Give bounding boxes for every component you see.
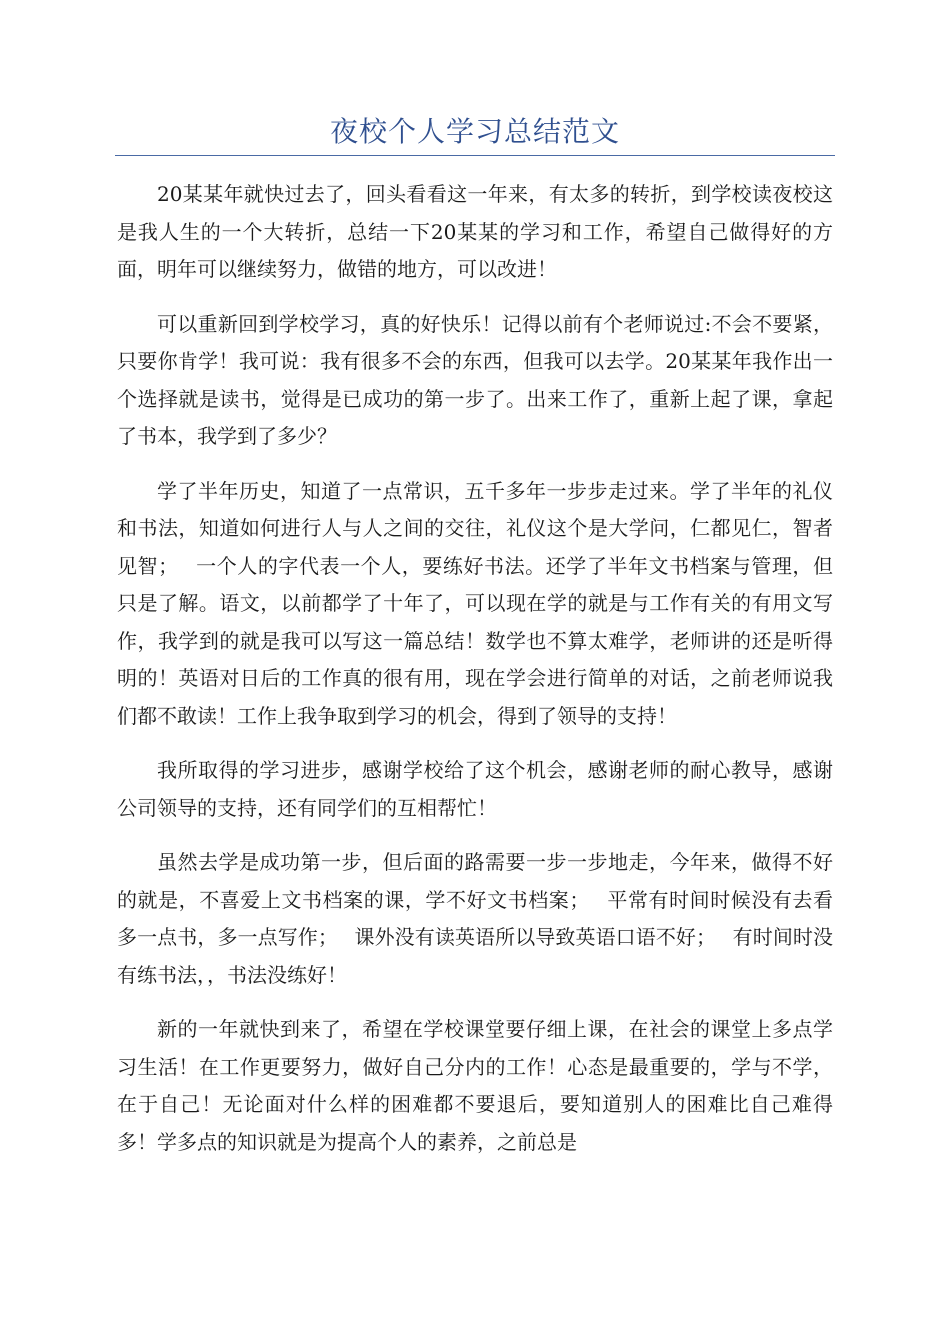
document-title: 夜校个人学习总结范文 <box>329 115 620 148</box>
title-underline <box>115 155 835 156</box>
paragraph-1: 20某某年就快过去了，回头看看这一年来，有太多的转折，到学校读夜校这是我人生的一个大转折，总结一下20某某的学习和工作，希望自己做得好的方面，明年可以继续努力，做错的地方，可以改进！ <box>117 182 833 281</box>
document-body <box>117 176 833 1178</box>
paragraph-4: 我所取得的学习进步，感谢学校给了这个机会，感谢老师的耐心教导，感谢公司领导的支持，还有同学们的互相帮忙！ <box>117 758 833 820</box>
paragraph-6: 新的一年就快到来了，希望在学校课堂要仔细上课，在社会的课堂上多点学习生活！在工作更要努力，做好自己分内的工作！心态是最重要的，学与不学，在于自己！无论面对什么样的困难都不要退后，要知道别人的困难比自己难得多！学多点的知识就是为提高个人的素养，之前总是 <box>117 1017 833 1154</box>
paragraph-5: 虽然去学是成功第一步，但后面的路需要一步一步地走，今年来，做得不好的就是，不喜爱上文书档案的课，学不好文书档案； 平常有时间时候没有去看多一点书，多一点写作； 课外没有读英语所以导致英语口语不好； 有时间时没有练书法，，书法没练好！ <box>117 850 833 987</box>
paragraph-3: 学了半年历史，知道了一点常识，五千多年一步步走过来。学了半年的礼仪和书法，知道如何进行人与人之间的交往，礼仪这个是大学问，仁都见仁，智者见智； 一个人的字代表一个人，要练好书法。还学了半年文书档案与管理，但只是了解。语文，以前都学了十年了，可以现在学的就是与工作有关的有用文写作，我学到的就是我可以写这一篇总结！数学也不算太难学，老师讲的还是听得明的！英语对日后的工作真的很有用，现在学会进行简单的对话，之前老师说我们都不敢读！工作上我争取到学习的机会，得到了领导的支持！ <box>117 478 833 728</box>
paragraph-2: 可以重新回到学校学习，真的好快乐！记得以前有个老师说过:不会不要紧，只要你肯学！我可说：我有很多不会的东西，但我可以去学。20某某年我作出一个选择就是读书，觉得是已成功的第一步了。出来工作了，重新上起了课，拿起了书本，我学到了多少？ <box>117 311 833 448</box>
